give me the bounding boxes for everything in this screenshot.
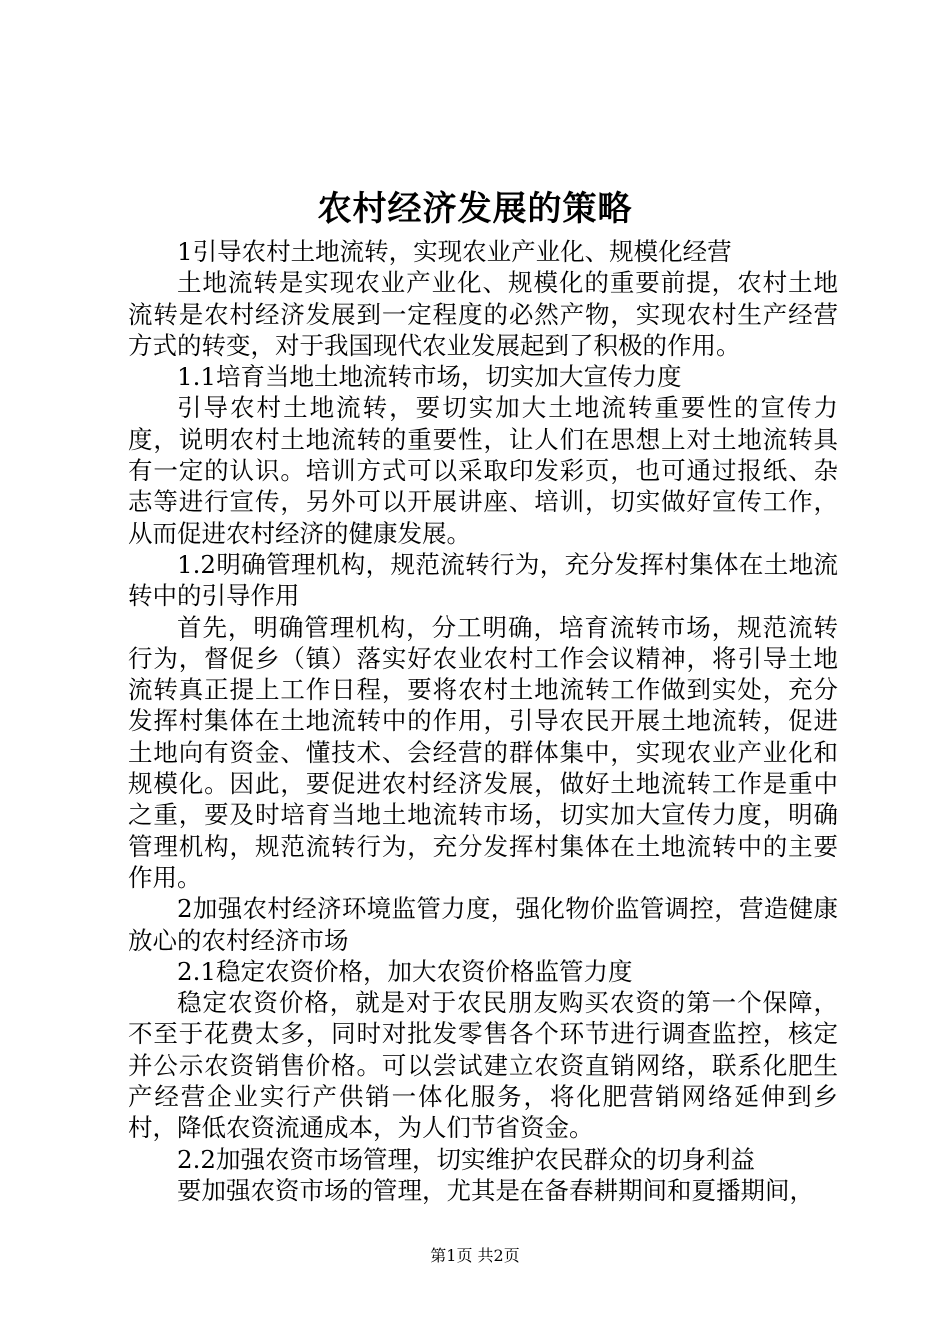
heading-2-2: 2.2加强农资市场管理，切实维护农民群众的切身利益: [177, 1144, 755, 1174]
paragraph-1: 土地流转是实现农业产业化、规模化的重要前提，农村土地流转是农村经济发展到一定程度的必然产物，实现农村生产经营方式的转变，对于我国现代农业发展起到了积极的作用。: [128, 268, 838, 360]
heading-1-1: 1.1培育当地土地流转市场，切实加大宣传力度: [177, 362, 682, 392]
paragraph-2-2: 要加强农资市场的管理，尤其是在备春耕期间和夏播期间，: [177, 1175, 814, 1205]
paragraph-2-1: 稳定农资价格，就是对于农民朋友购买农资的第一个保障，不至于花费太多，同时对批发零售各个环节进行调查监控，核定并公示农资销售价格。可以尝试建立农资直销网络，联系化肥生产经营企业实行产供销一体化服务，将化肥营销网络延伸到乡村，降低农资流通成本，为人们节省资金。: [128, 988, 838, 1143]
document-body: [128, 236, 838, 1206]
document-title: 农村经济发展的策略: [317, 189, 633, 229]
paragraph-1-1: 引导农村土地流转，要切实加大土地流转重要性的宣传力度，说明农村土地流转的重要性，让人们在思想上对土地流转具有一定的认识。培训方式可以采取印发彩页，也可通过报纸、杂志等进行宣传，另外可以开展讲座、培训，切实做好宣传工作，从而促进农村经济的健康发展。: [128, 393, 838, 548]
page-footer: 第1页 共2页: [430, 1246, 520, 1265]
heading-2-1: 2.1稳定农资价格，加大农资价格监管力度: [177, 956, 633, 986]
paragraph-1-2: 首先，明确管理机构，分工明确，培育流转市场，规范流转行为，督促乡（镇）落实好农业农村工作会议精神，将引导土地流转真正提上工作日程，要将农村土地流转工作做到实处，充分发挥村集体在土地流转中的作用，引导农民开展土地流转，促进土地向有资金、懂技术、会经营的群体集中，实现农业产业化和规模化。因此，要促进农村经济发展，做好土地流转工作是重中之重，要及时培育当地土地流转市场，切实加大宣传力度，明确管理机构，规范流转行为，充分发挥村集体在土地流转中的主要作用。: [128, 612, 838, 892]
heading-1: 1引导农村土地流转，实现农业产业化、规模化经营: [177, 237, 732, 266]
heading-2: 2加强农村经济环境监管力度，强化物价监管调控，营造健康放心的农村经济市场: [128, 894, 838, 955]
heading-1-2: 1.2明确管理机构，规范流转行为，充分发挥村集体在土地流转中的引导作用: [128, 549, 838, 611]
